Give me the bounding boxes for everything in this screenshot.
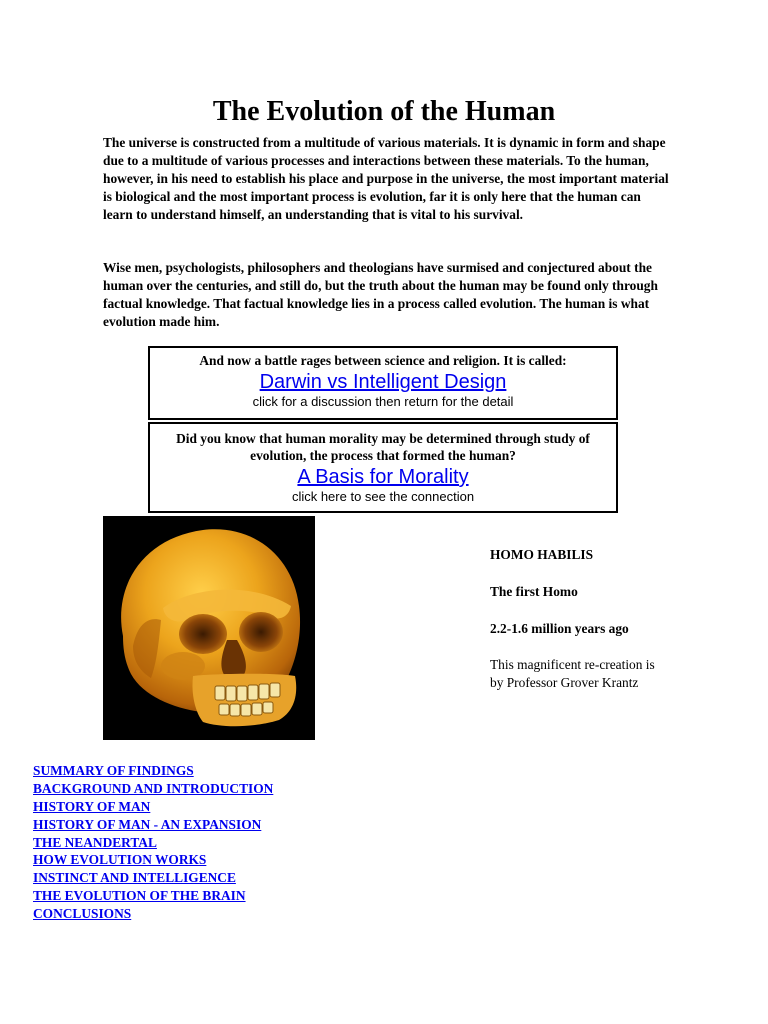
- nav-link-background[interactable]: BACKGROUND AND INTRODUCTION: [33, 780, 274, 796]
- species-date-range: 2.2-1.6 million years ago: [490, 621, 629, 636]
- species-name: HOMO HABILIS: [490, 547, 594, 562]
- nav-link-history-expansion[interactable]: HISTORY OF MAN - AN EXPANSION: [33, 816, 262, 832]
- nav-item-conclusions: [33, 905, 273, 923]
- species-subtitle: The first Homo: [490, 584, 578, 599]
- basis-for-morality-link[interactable]: A Basis for Morality: [297, 466, 469, 488]
- morality-box: [148, 422, 618, 513]
- nav-item-history: [33, 798, 273, 816]
- morality-box-note: click here to see the connection: [291, 489, 475, 504]
- skull-image: [103, 516, 315, 740]
- nav-link-instinct[interactable]: INSTINCT AND INTELLIGENCE: [33, 870, 236, 886]
- intro-paragraph: The universe is constructed from a multitude of various materials. It is dynamic in form and shape due to a multitude of various processes and interactions between these materials. To the human, however, in his need to establish his place and purpose in the universe, the most important material is biological and the most important process is evolution, far it is only here that the human can learn to understand himself, an understanding that is vital to his survival.: [103, 135, 669, 222]
- nav-link-how-evolution-works[interactable]: HOW EVOLUTION WORKS: [33, 852, 207, 868]
- nav-item-history-expansion: [33, 816, 273, 834]
- nav-item-summary: [33, 762, 273, 780]
- nav-link-conclusions[interactable]: CONCLUSIONS: [33, 906, 132, 922]
- skull-photo: [103, 516, 315, 740]
- nav-item-background: [33, 780, 273, 798]
- darwin-box-lead: And now a battle rages between science and religion. It is called:: [199, 353, 567, 368]
- darwin-vs-id-box: [148, 346, 618, 420]
- darwin-box-note: click for a discussion then return for the detail: [252, 394, 514, 409]
- image-credit: This magnificent re-creation is by Professor Grover Krantz: [490, 657, 655, 690]
- second-paragraph: Wise men, psychologists, philosophers and theologians have surmised and conjectured about the human over the centuries, and still do, but the truth about the human may be found only through factual knowledge. That factual knowledge lies in a process called evolution. The human is what evolution made him.: [103, 260, 658, 329]
- nav-link-neandertal[interactable]: THE NEANDERTAL: [33, 834, 157, 850]
- darwin-vs-id-link[interactable]: Darwin vs Intelligent Design: [259, 371, 507, 393]
- chapter-nav: [33, 762, 273, 923]
- nav-item-brain: [33, 887, 273, 905]
- nav-item-how-evolution-works: [33, 851, 273, 869]
- nav-link-brain[interactable]: THE EVOLUTION OF THE BRAIN: [33, 888, 246, 904]
- nav-item-instinct: [33, 869, 273, 887]
- nav-link-summary[interactable]: SUMMARY OF FINDINGS: [33, 763, 194, 778]
- nav-item-neandertal: [33, 834, 273, 852]
- page-title: The Evolution of the Human: [212, 96, 556, 127]
- morality-box-lead: Did you know that human morality may be determined through study of evolution, the process that formed the human?: [176, 431, 590, 463]
- nav-link-history[interactable]: HISTORY OF MAN: [33, 798, 151, 814]
